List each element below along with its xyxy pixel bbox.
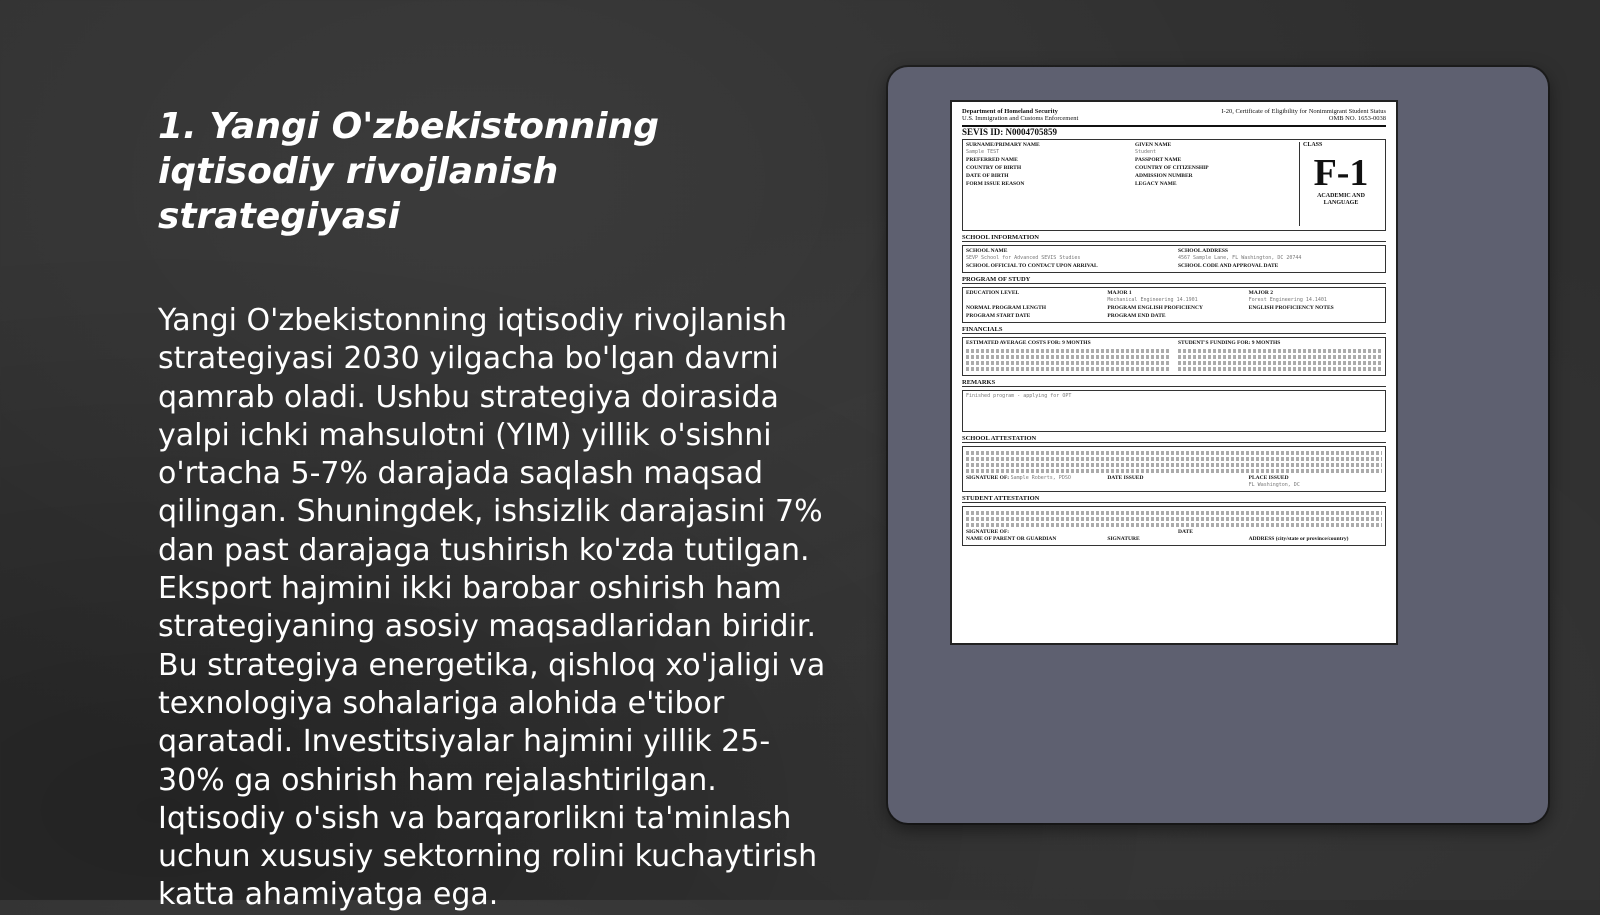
- program-box: [962, 287, 1386, 323]
- label-form-issue: FORM ISSUE REASON: [966, 181, 1025, 187]
- section-remarks: REMARKS: [962, 379, 1386, 387]
- costs-rows: [966, 349, 1170, 371]
- value-school-name: SEVP School for Advanced SEVIS Studies: [966, 255, 1081, 261]
- label-date: DATE: [1178, 529, 1193, 535]
- label-school-name: SCHOOL NAME: [966, 248, 1008, 254]
- section-school-info: SCHOOL INFORMATION: [962, 234, 1386, 242]
- school-info-box: [962, 245, 1386, 273]
- student-attestation-box: [962, 506, 1386, 546]
- label-parent: NAME OF PARENT OR GUARDIAN: [966, 536, 1057, 542]
- label-normal-length: NORMAL PROGRAM LENGTH: [966, 305, 1047, 311]
- i20-document-image: [950, 100, 1398, 645]
- doc-agency: U.S. Immigration and Customs Enforcement: [962, 115, 1079, 122]
- value-school-address: 4567 Sample Lane, FL Washington, DC 20744: [1178, 255, 1302, 261]
- value-signature: Sample Roberts, PDSO: [1010, 475, 1071, 481]
- label-date-issued: DATE ISSUED: [1107, 475, 1144, 481]
- student-attestation-text: [966, 511, 1382, 527]
- label-english-notes: ENGLISH PROFICIENCY NOTES: [1248, 305, 1334, 311]
- value-surname: Sample TEST: [966, 149, 1000, 155]
- school-attestation-box: [962, 446, 1386, 492]
- label-citizenship: COUNTRY OF CITIZENSHIP: [1135, 165, 1209, 171]
- school-attestation-text: [966, 451, 1382, 473]
- label-english-prof: PROGRAM ENGLISH PROFICIENCY: [1107, 305, 1203, 311]
- value-major2: Forest Engineering 14.1401: [1248, 297, 1327, 303]
- label-school-official: SCHOOL OFFICIAL TO CONTACT UPON ARRIVAL: [966, 263, 1098, 269]
- label-address: ADDRESS (city/state or province/country): [1248, 536, 1349, 542]
- funding-rows: [1178, 349, 1382, 371]
- class-value: F-1: [1313, 152, 1369, 194]
- value-place: FL Washington, DC: [1248, 482, 1300, 488]
- remarks-box: [962, 390, 1386, 432]
- sevis-id-line: [962, 125, 1386, 136]
- label-passport: PASSPORT NAME: [1135, 157, 1182, 163]
- label-preferred: PREFERRED NAME: [966, 157, 1018, 163]
- doc-omb: OMB NO. 1653-0038: [1328, 115, 1386, 122]
- class-sub: ACADEMIC AND LANGUAGE: [1317, 193, 1365, 206]
- sevis-id: N0004705859: [1005, 127, 1058, 137]
- section-financials: FINANCIALS: [962, 326, 1386, 334]
- label-admission: ADMISSION NUMBER: [1135, 173, 1193, 179]
- label-surname: SURNAME/PRIMARY NAME: [966, 142, 1040, 148]
- label-dob: DATE OF BIRTH: [966, 173, 1009, 179]
- label-funding: STUDENT'S FUNDING FOR: 9 MONTHS: [1178, 340, 1281, 346]
- doc-dept: Department of Homeland Security: [962, 108, 1058, 115]
- label-costs: ESTIMATED AVERAGE COSTS FOR: 9 MONTHS: [966, 340, 1091, 346]
- doc-header: [962, 108, 1386, 122]
- value-given: Student: [1135, 149, 1157, 155]
- label-school-address: SCHOOL ADDRESS: [1178, 248, 1228, 254]
- label-school-code: SCHOOL CODE AND APPROVAL DATE: [1178, 263, 1279, 269]
- class-label: CLASS: [1303, 142, 1323, 148]
- label-start-date: PROGRAM START DATE: [966, 313, 1031, 319]
- label-given: GIVEN NAME: [1135, 142, 1172, 148]
- label-legacy: LEGACY NAME: [1135, 181, 1177, 187]
- label-major2: MAJOR 2: [1248, 290, 1273, 296]
- label-place-issued: PLACE ISSUED: [1248, 475, 1289, 481]
- sevis-label: SEVIS ID:: [962, 127, 1004, 137]
- label-edu-level: EDUCATION LEVEL: [966, 290, 1020, 296]
- slide-title: 1. Yangi O'zbekistonning iqtisodiy rivojlanish strategiyasi: [158, 106, 660, 237]
- financials-box: [962, 337, 1386, 376]
- label-end-date: PROGRAM END DATE: [1107, 313, 1166, 319]
- doc-form-title: I-20, Certificate of Eligibility for Nonimmigrant Student Status: [1221, 108, 1386, 115]
- section-program: PROGRAM OF STUDY: [962, 276, 1386, 284]
- value-major1: Mechanical Engineering 14.1901: [1107, 297, 1198, 303]
- label-signature: SIGNATURE: [1107, 536, 1140, 542]
- label-major1: MAJOR 1: [1107, 290, 1132, 296]
- student-info-box: [962, 139, 1386, 231]
- value-remarks: Finished program - applying for OPT: [966, 393, 1072, 399]
- class-box: [1299, 142, 1382, 226]
- label-student-signature: SIGNATURE OF:: [966, 529, 1010, 535]
- section-student-attestation: STUDENT ATTESTATION: [962, 495, 1386, 503]
- section-school-attestation: SCHOOL ATTESTATION: [962, 435, 1386, 443]
- label-birth-country: COUNTRY OF BIRTH: [966, 165, 1022, 171]
- slide-body-text: Yangi O'zbekistonning iqtisodiy rivojlanish strategiyasi 2030 yilgacha bo'lgan davrni qamrab oladi. Ushbu strategiya doirasida yalpi ichki mahsulotni (YIM) yillik o'sishni o'rtacha 5-7% darajada saqlash maqsad qilingan. Shuningdek, ishsizlik darajasini 7% dan past darajaga tushirish ko'zda tutilgan. Eksport hajmini ikki barobar oshirish ham strategiyaning asosiy maqsadlaridan biridir. Bu strategiya energetika, qishloq xo'jaligi va texnologiya sohalariga alohida e'tibor qaratadi. Investitsiyalar hajmini yillik 25-30% ga oshirish ham rejalashtirilgan. Iqtisodiy o'sish va barqarorlikni ta'minlash uchun xususiy sektorning rolini kuchaytirish katta ahamiyatga ega.: [158, 303, 826, 913]
- label-signature-of: SIGNATURE OF:: [966, 475, 1010, 481]
